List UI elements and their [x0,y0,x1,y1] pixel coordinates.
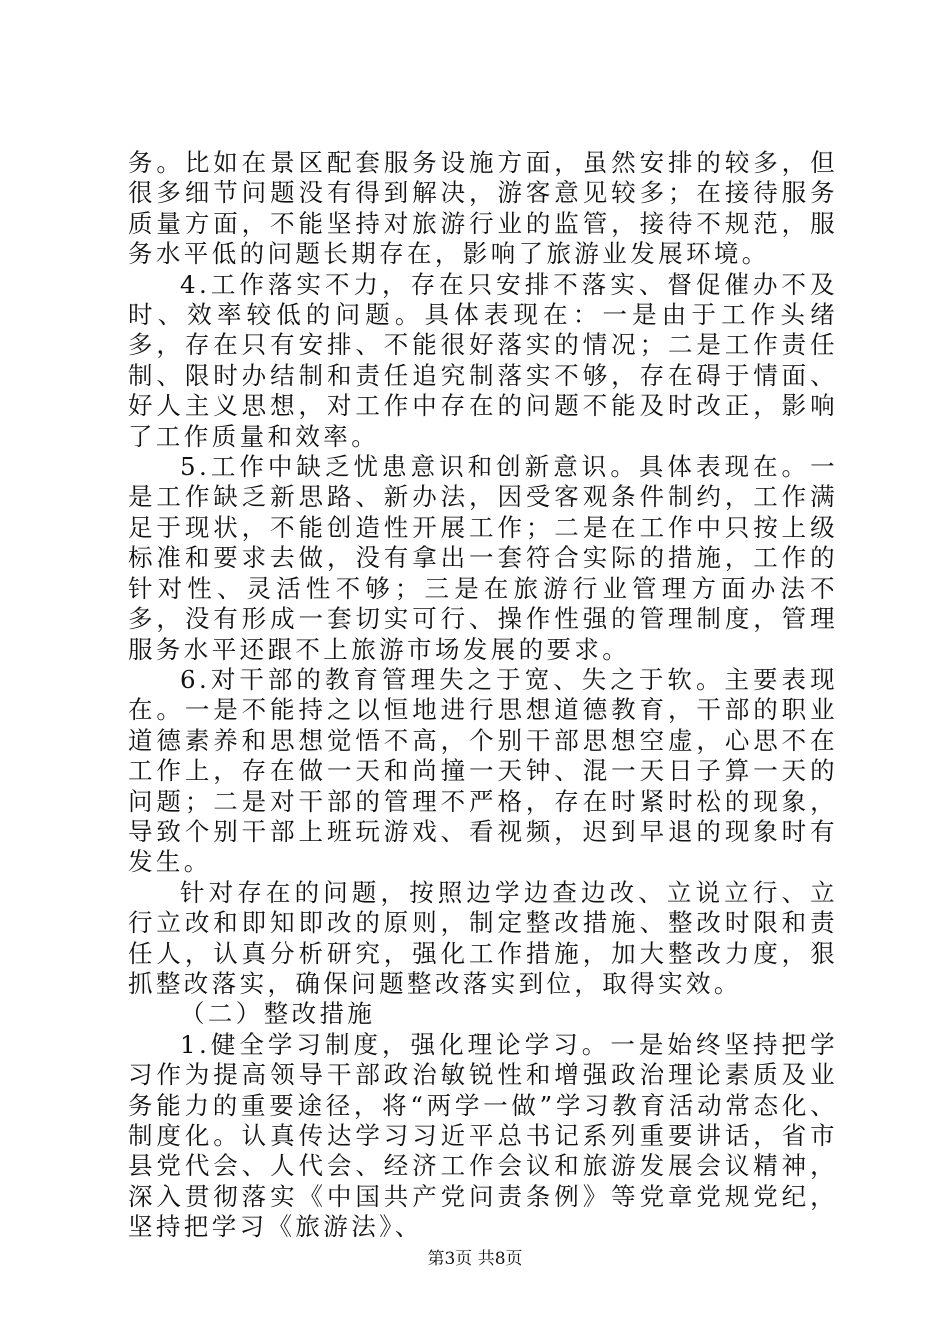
paragraph-item-4: 4.工作落实不力，存在只安排不落实、督促催办不及时、效率较低的问题。具体表现在：一是由于工作头绪多，存在只有安排、不能很好落实的情况；二是工作责任制、限时办结制和责任追究制落实不够，存在碍于情面、好人主义思想，对工作中存在的问题不能及时改正，影响了工作质量和效率。 [128,269,838,451]
page-footer: 第3页 共8页 [427,1249,523,1269]
paragraph-summary: 针对存在的问题，按照边学边查边改、立说立行、立行立改和即知即改的原则，制定整改措施、整改时限和责任人，认真分析研究，强化工作措施，加大整改力度，狠抓整改落实，确保问题整改落实到位，取得实效。 [128,877,838,998]
section-heading: （二）整改措施 [180,999,376,1029]
paragraph-item-5: 5.工作中缺乏忧患意识和创新意识。具体表现在。一是工作缺乏新思路、新办法，因受客观条件制约，工作满足于现状，不能创造性开展工作；二是在工作中只按上级标准和要求去做，没有拿出一套符合实际的措施，工作的针对性、灵活性不够；三是在旅游行业管理方面办法不多，没有形成一套切实可行、操作性强的管理制度，管理服务水平还跟不上旅游市场发展的要求。 [128,452,838,664]
paragraph-measure-1: 1.健全学习制度，强化理论学习。一是始终坚持把学习作为提高领导干部政治敏锐性和增强政治理论素质及业务能力的重要途径，将“两学一做”学习教育活动常态化、制度化。认真传达学习习近平总书记系列重要讲话，省市县党代会、人代会、经济工作会议和旅游发展会议精神，深入贯彻落实《中国共产党问责条例》等党章党规党纪，坚持把学习《旅游法》、 [128,1029,838,1242]
paragraph-continuation: 务。比如在景区配套服务设施方面，虽然安排的较多，但很多细节问题没有得到解决，游客意见较多；在接待服务质量方面，不能坚持对旅游行业的监管，接待不规范，服务水平低的问题长期存在，影响了旅游业发展环境。 [128,148,838,269]
document-body [128,148,838,1243]
paragraph-item-6: 6.对干部的教育管理失之于宽、失之于软。主要表现在。一是不能持之以恒地进行思想道德教育，干部的职业道德素养和思想觉悟不高，个别干部思想空虚，心思不在工作上，存在做一天和尚撞一天钟、混一天日子算一天的问题；二是对干部的管理不严格，存在时紧时松的现象，导致个别干部上班玩游戏、看视频，迟到早退的现象时有发生。 [128,664,838,877]
